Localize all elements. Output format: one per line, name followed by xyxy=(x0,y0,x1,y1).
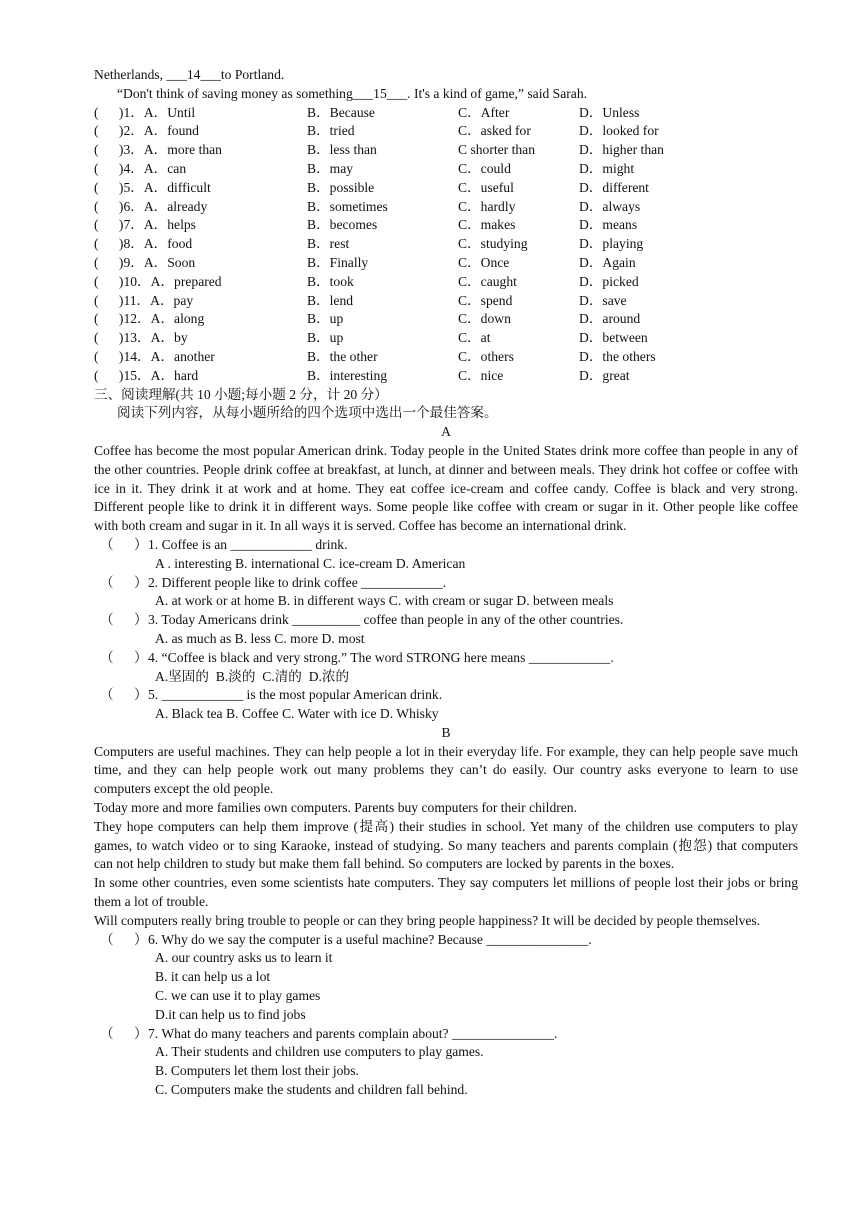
question-3-options: A. as much as B. less C. more D. most xyxy=(155,630,365,646)
question-4-options: A.坚固的 B.淡的 C.清的 D.浓的 xyxy=(155,668,350,684)
option-b: B．up xyxy=(307,330,344,346)
option-c: C．others xyxy=(458,348,514,364)
option-row-9 xyxy=(94,254,798,273)
option-b: B．possible xyxy=(307,179,375,195)
option-c: C．nice xyxy=(458,367,504,383)
option-row-2 xyxy=(94,122,798,141)
option-c: C．could xyxy=(458,160,511,176)
option-a: ( )13．A．by xyxy=(94,330,188,346)
question-7-option-b: B. Computers let them lost their jobs. xyxy=(155,1063,359,1079)
option-b: B．less than xyxy=(307,142,377,158)
question-6-option-b: B. it can help us a lot xyxy=(155,969,271,985)
answer-blank: （ ） xyxy=(100,1025,148,1041)
option-c: C．makes xyxy=(458,217,516,233)
option-b: B．interesting xyxy=(307,367,388,383)
question-text: 5. ____________ is the most popular American drink. xyxy=(148,687,443,703)
option-d: D．playing xyxy=(579,236,644,252)
question-text: 7. What do many teachers and parents complain about? _______________. xyxy=(148,1025,558,1041)
option-c: C．caught xyxy=(458,273,517,289)
question-6-option-a: A. our country asks us to learn it xyxy=(155,950,333,966)
option-row-6 xyxy=(94,198,798,217)
option-b: B．becomes xyxy=(307,217,378,233)
option-a: ( )14．A．another xyxy=(94,348,215,364)
option-row-14 xyxy=(94,348,798,367)
option-d: D．around xyxy=(579,311,641,327)
option-a: ( )2．A．found xyxy=(94,123,199,139)
option-a: ( )5．A．difficult xyxy=(94,179,211,195)
option-b: B．took xyxy=(307,273,354,289)
option-c: C．useful xyxy=(458,179,514,195)
option-b: B．rest xyxy=(307,236,350,252)
option-row-4 xyxy=(94,160,798,179)
question-2 xyxy=(94,574,798,593)
passage-b-paragraph-2: Today more and more families own computers. Parents buy computers for their children. xyxy=(94,800,578,816)
option-c: C．down xyxy=(458,311,511,327)
answer-blank: （ ） xyxy=(100,612,148,628)
option-c: C．studying xyxy=(458,236,528,252)
answer-blank: （ ） xyxy=(100,687,148,703)
question-1 xyxy=(94,536,798,555)
option-c: C．hardly xyxy=(458,198,516,214)
option-d: D．between xyxy=(579,330,648,346)
option-a: ( )9．A．Soon xyxy=(94,254,196,270)
passage-b-paragraph-4: In some other countries, even some scientists hate computers. They say computers let millions of people lost their jobs or bring them a lot of trouble. xyxy=(94,875,798,910)
option-a: ( )1．A．Until xyxy=(94,104,196,120)
option-d: D．save xyxy=(579,292,627,308)
option-a: ( )12．A．along xyxy=(94,311,205,327)
document-page xyxy=(94,66,798,1100)
option-d: D．different xyxy=(579,179,649,195)
option-a: ( )7．A．helps xyxy=(94,217,196,233)
option-row-8 xyxy=(94,235,798,254)
question-text: 3. Today Americans drink __________ coffee than people in any of the other countries. xyxy=(148,612,624,628)
option-row-7 xyxy=(94,216,798,235)
option-c: C shorter than xyxy=(458,142,536,158)
option-d: D．picked xyxy=(579,273,639,289)
option-b: B．Finally xyxy=(307,254,369,270)
option-a: ( )15．A．hard xyxy=(94,367,199,383)
option-d: D．always xyxy=(579,198,641,214)
question-text: 2. Different people like to drink coffee ____________. xyxy=(148,574,447,590)
option-a: ( )8．A．food xyxy=(94,236,193,252)
question-text: 1. Coffee is an ____________ drink. xyxy=(148,536,348,552)
option-b: B．tried xyxy=(307,123,355,139)
question-text: 4. “Coffee is black and very strong.” The word STRONG here means ____________. xyxy=(148,649,614,665)
passage-b-paragraph-5: Will computers really bring trouble to people or can they bring people happiness? It will be decided by people themselves. xyxy=(94,912,761,928)
option-d: D．Unless xyxy=(579,104,640,120)
answer-blank: （ ） xyxy=(100,574,148,590)
passage-b-label: B xyxy=(441,724,451,740)
option-c: C．asked for xyxy=(458,123,531,139)
option-a: ( )4．A．can xyxy=(94,160,187,176)
question-4 xyxy=(94,649,798,668)
option-b: B．may xyxy=(307,160,354,176)
passage-b-paragraph-3: They hope computers can help them improve (提高) their studies in school. Yet many of the children use computers to play games, to watch video or to sing Karaoke, instead of studying. So many teachers and parents complain (抱怨) that computers can not help children to study but make them fall behind. So computers are locked by parents in the boxes. xyxy=(94,818,798,872)
question-5 xyxy=(94,686,798,705)
option-row-3 xyxy=(94,141,798,160)
option-row-13 xyxy=(94,329,798,348)
option-a: ( )3．A．more than xyxy=(94,142,222,158)
section-heading: 三、阅读理解(共 10 小题;每小题 2 分，计 20 分） xyxy=(94,386,388,402)
option-c: C．Once xyxy=(458,254,510,270)
option-row-12 xyxy=(94,310,798,329)
option-d: D．higher than xyxy=(579,142,664,158)
option-a: ( )11．A．pay xyxy=(94,292,194,308)
answer-blank: （ ） xyxy=(100,931,148,947)
option-c: C．at xyxy=(458,330,491,346)
option-d: D．means xyxy=(579,217,638,233)
option-d: D．Again xyxy=(579,254,636,270)
option-a: ( )6．A．already xyxy=(94,198,208,214)
option-c: C．After xyxy=(458,104,510,120)
question-6-option-c: C. we can use it to play games xyxy=(155,988,321,1004)
question-7 xyxy=(94,1025,798,1044)
question-text: 6. Why do we say the computer is a useful machine? Because _______________. xyxy=(148,931,592,947)
question-2-options: A. at work or at home B. in different ways C. with cream or sugar D. between meals xyxy=(155,593,614,609)
question-7-option-c: C. Computers make the students and children fall behind. xyxy=(155,1082,468,1098)
option-b: B．Because xyxy=(307,104,375,120)
passage-a-label: A xyxy=(441,424,451,440)
option-d: D．might xyxy=(579,160,635,176)
option-c: C．spend xyxy=(458,292,513,308)
option-b: B．lend xyxy=(307,292,354,308)
option-row-5 xyxy=(94,179,798,198)
question-6 xyxy=(94,931,798,950)
question-6-option-d: D.it can help us to find jobs xyxy=(155,1006,306,1022)
option-row-11 xyxy=(94,292,798,311)
option-d: D．great xyxy=(579,367,630,383)
intro-line-1: Netherlands, ___14___to Portland. xyxy=(94,67,285,82)
option-b: B．the other xyxy=(307,348,378,364)
option-row-1 xyxy=(94,104,798,123)
answer-blank: （ ） xyxy=(100,649,148,665)
section-instruction: 阅读下列内容，从每小题所给的四个选项中选出一个最佳答案。 xyxy=(117,405,498,421)
question-3 xyxy=(94,611,798,630)
option-d: D．the others xyxy=(579,348,656,364)
option-b: B．sometimes xyxy=(307,198,388,214)
option-d: D．looked for xyxy=(579,123,659,139)
passage-b-paragraph-1: Computers are useful machines. They can help people a lot in their everyday life. For example, they can help people save much time, and they can help people work out many problems they can’t do easily. Our country asks everyone to learn to use computers except the old people. xyxy=(94,743,798,797)
option-row-15 xyxy=(94,367,798,386)
option-b: B．up xyxy=(307,311,344,327)
intro-line-2: “Don't think of saving money as something___15___. It's a kind of game,” said Sarah. xyxy=(117,85,588,101)
cloze-options-list xyxy=(94,104,798,386)
option-row-10 xyxy=(94,273,798,292)
option-a: ( )10．A．prepared xyxy=(94,273,222,289)
question-5-options: A. Black tea B. Coffee C. Water with ice D. Whisky xyxy=(155,706,439,722)
question-7-option-a: A. Their students and children use computers to play games. xyxy=(155,1044,484,1060)
passage-a-text: Coffee has become the most popular American drink. Today people in the United States drink more coffee than people in any of the other countries. People drink coffee at breakfast, at lunch, at dinner and between meals. They drink hot coffee or coffee with ice in it. They drink it at work and at home. They eat coffee ice-cream and coffee candy. Coffee is black and very strong. Different people like to drink it in different ways. Some people like coffee with cream or sugar in it. Other people like coffee with both cream and sugar in it. In all ways it is served. Coffee has become an international drink. xyxy=(94,442,798,534)
answer-blank: （ ） xyxy=(100,536,148,552)
question-1-options: A . interesting B. international C. ice-cream D. American xyxy=(155,555,466,571)
